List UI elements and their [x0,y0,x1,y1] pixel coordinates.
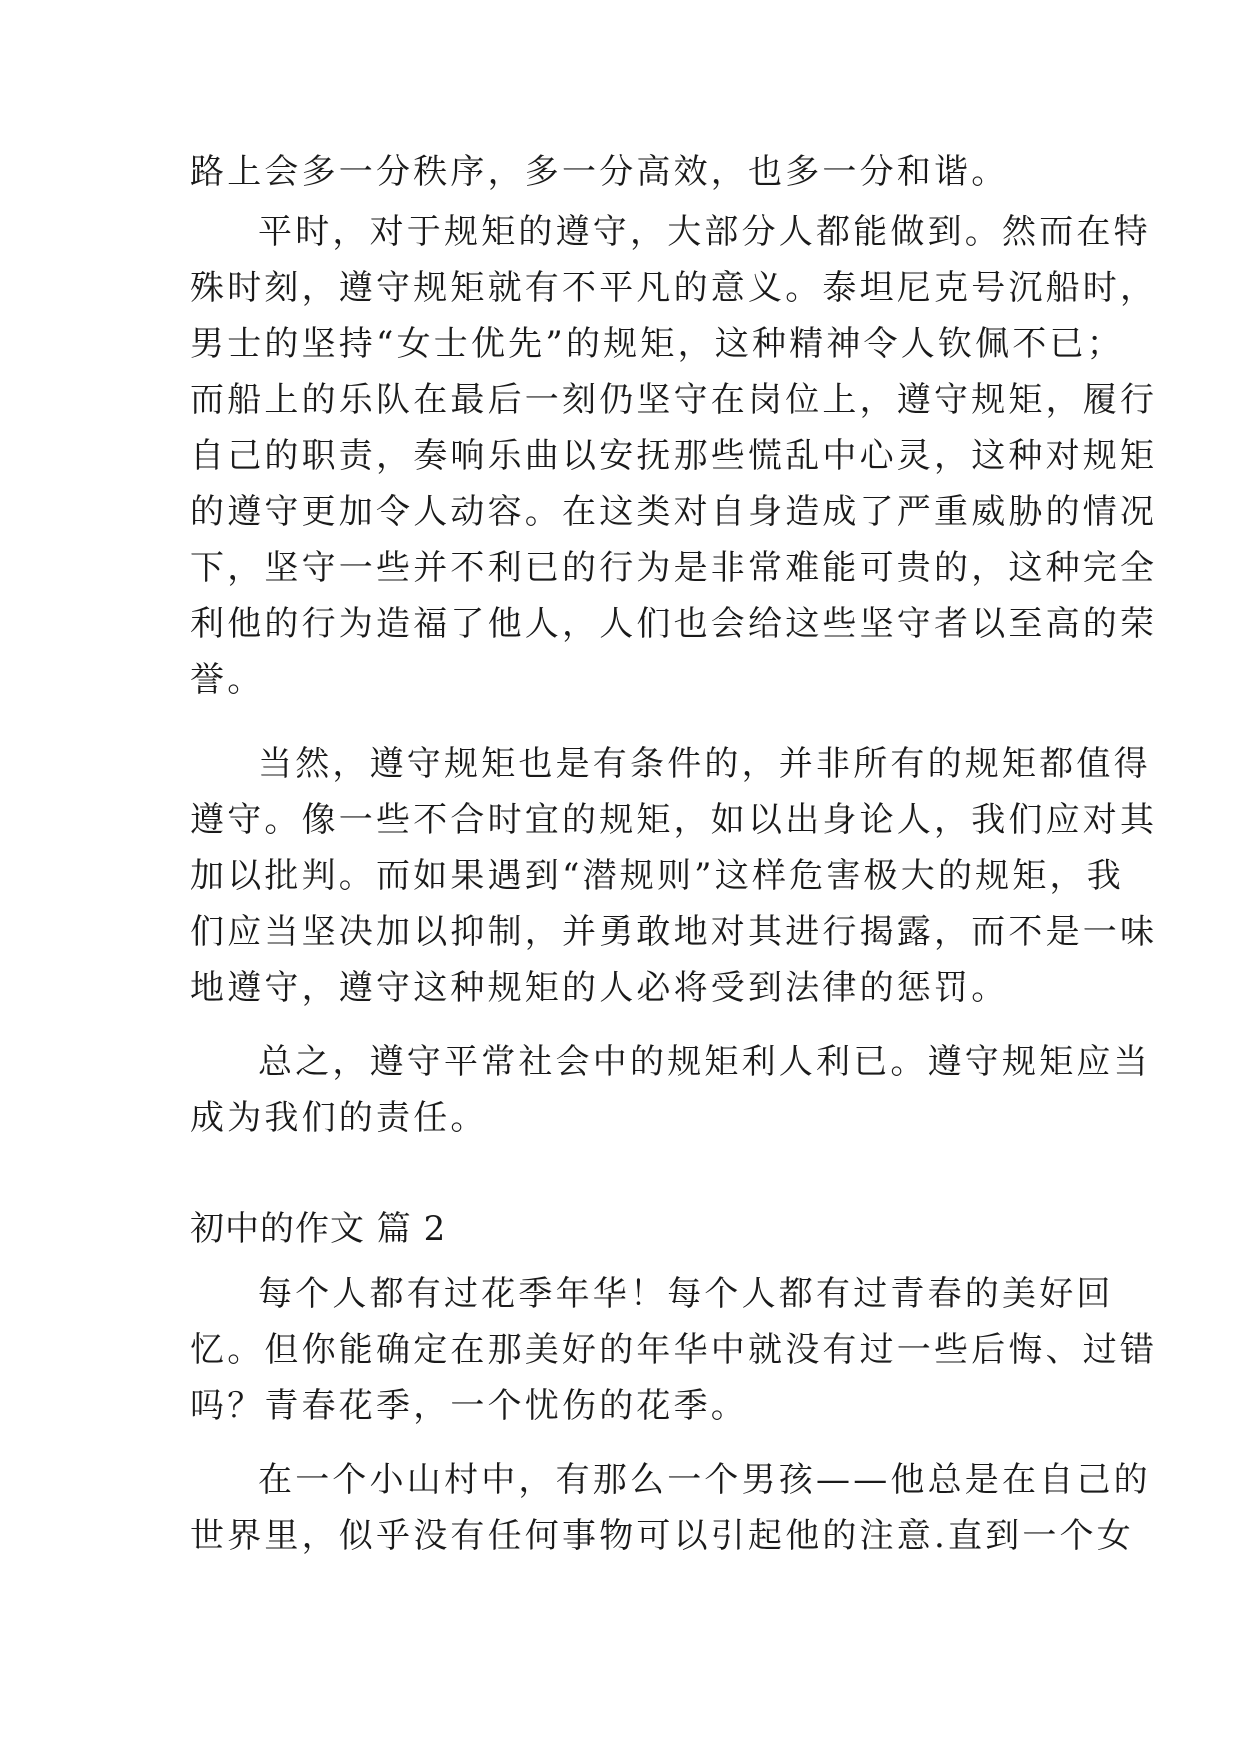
section-heading: 初中的作文 篇 2 [190,1209,447,1249]
paragraph-line: 们应当坚决加以抑制，并勇敢地对其进行揭露，而不是一味 [190,912,1158,952]
paragraph-first-line: 当然，遵守规矩也是有条件的，并非所有的规矩都值得 [258,744,1151,784]
paragraph-line: 自己的职责，奏响乐曲以安抚那些慌乱中心灵，这种对规矩 [190,436,1158,476]
paragraph-line: 男士的坚持“女士优先”的规矩，这种精神令人钦佩不已； [190,324,1124,364]
paragraph-line: 路上会多一分秩序，多一分高效，也多一分和谐。 [190,152,1009,192]
paragraph-line: 地遵守，遵守这种规矩的人必将受到法律的惩罚。 [190,968,1009,1008]
paragraph-first-line: 每个人都有过花季年华！每个人都有过青春的美好回 [258,1274,1114,1314]
paragraph-line: 吗？青春花季，一个忧伤的花季。 [190,1386,748,1426]
paragraph-line: 誉。 [190,660,265,700]
paragraph-first-line: 平时，对于规矩的遵守，大部分人都能做到。然而在特 [258,212,1151,252]
paragraph-first-line: 总之，遵守平常社会中的规矩利人利已。遵守规矩应当 [258,1042,1151,1082]
paragraph-line: 的遵守更加令人动容。在这类对自身造成了严重威胁的情况 [190,492,1158,532]
paragraph-line: 忆。但你能确定在那美好的年华中就没有过一些后悔、过错 [190,1330,1158,1370]
paragraph-line: 加以批判。而如果遇到“潜规则”这样危害极大的规矩，我 [190,856,1124,896]
paragraph-line: 成为我们的责任。 [190,1098,488,1138]
paragraph-line: 遵守。像一些不合时宜的规矩，如以出身论人，我们应对其 [190,800,1158,840]
paragraph-line: 利他的行为造福了他人，人们也会给这些坚守者以至高的荣 [190,604,1158,644]
paragraph-line: 世界里，似乎没有任何事物可以引起他的注意.直到一个女 [190,1516,1135,1556]
paragraph-line: 殊时刻，遵守规矩就有不平凡的意义。泰坦尼克号沉船时， [190,268,1158,308]
paragraph-line: 下，坚守一些并不利已的行为是非常难能可贵的，这种完全 [190,548,1158,588]
paragraph-first-line: 在一个小山村中，有那么一个男孩——他总是在自己的 [258,1460,1151,1500]
paragraph-line: 而船上的乐队在最后一刻仍坚守在岗位上，遵守规矩，履行 [190,380,1158,420]
